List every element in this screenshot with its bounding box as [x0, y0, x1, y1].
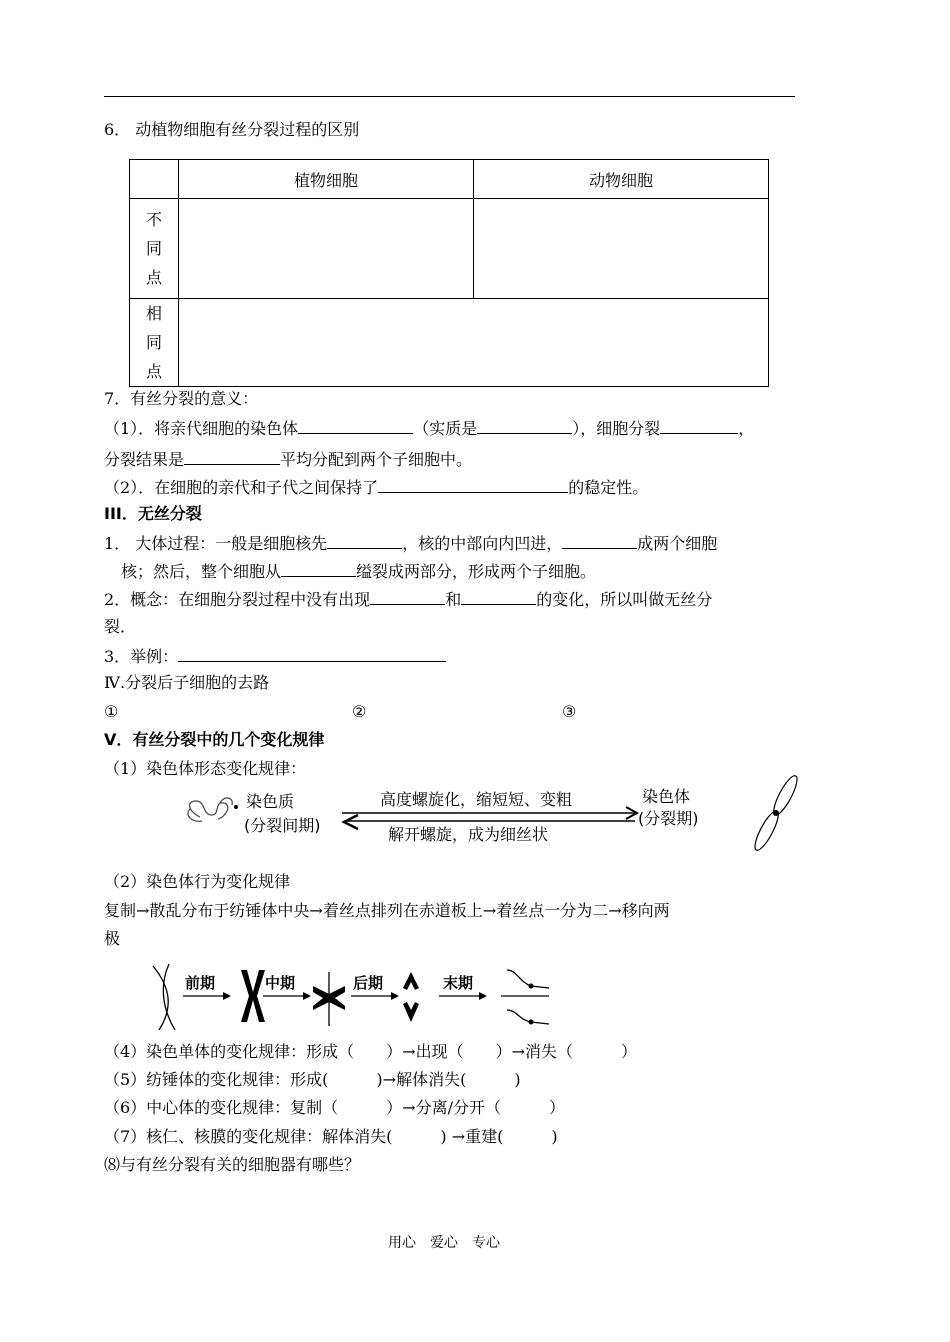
chromatin-chromosome-diagram	[180, 765, 800, 860]
cell-animal-diff[interactable]	[474, 199, 769, 299]
s3-line5: 3．举例：	[104, 645, 446, 667]
s5-p7: （7）核仁、核膜的变化规律：解体消失( ) →重建( )	[104, 1127, 558, 1146]
chromatin-label: 染色质	[246, 792, 295, 811]
chromosome-icon	[751, 773, 800, 853]
section-3-title: III．无丝分裂	[104, 504, 202, 523]
backward-label: 解开螺旋，成为细丝状	[388, 825, 549, 844]
anaphase-chromatids-icon	[403, 972, 419, 1022]
blank[interactable]	[370, 588, 445, 605]
interphase-label: (分裂间期)	[244, 816, 321, 835]
blank[interactable]	[378, 476, 568, 493]
chromosome-behavior-diagram	[145, 958, 565, 1038]
s4-choice-1: ①	[104, 702, 119, 721]
section-4-title: Ⅳ.分裂后子细胞的去路	[104, 673, 270, 692]
mitotic-label: (分裂期)	[638, 809, 699, 828]
telophase-chromosome-icon	[507, 970, 549, 988]
s5-p6: （6）中心体的变化规律：复制（ ）→分离/分开（ ）	[104, 1098, 565, 1117]
header-rule	[104, 96, 795, 97]
cell-plant-diff[interactable]	[179, 199, 474, 299]
forward-label: 高度螺旋化，缩短短、变粗	[380, 790, 573, 809]
chromatin-squiggle-icon	[188, 798, 232, 821]
row-label-diff: 不 同 点	[130, 199, 179, 299]
row-label-same: 相 同 点	[130, 299, 179, 387]
s5-p4: （4）染色单体的变化规律：形成（ ）→出现（ ）→消失（ ）	[104, 1042, 637, 1061]
blank[interactable]	[477, 417, 572, 434]
s5-seq2: 极	[104, 929, 121, 948]
condensed-chromosome-icon	[241, 970, 265, 1022]
s4-choice-3: ③	[562, 702, 577, 721]
s5-seq1: 复制→散乱分布于纺锤体中央→着丝点排列在赤道板上→着丝点一分为二→移向两	[104, 901, 670, 920]
s3-line3: 2．概念：在细胞分裂过程中没有出现 和 的变化，所以叫做无丝分	[104, 590, 713, 609]
blank[interactable]	[461, 588, 536, 605]
blank[interactable]	[178, 645, 446, 662]
section-5-title: Ⅴ．有丝分裂中的几个变化规律	[104, 730, 325, 749]
corner-cell	[130, 160, 179, 199]
blank[interactable]	[327, 532, 402, 549]
q7-title: 7．有丝分裂的意义：	[104, 389, 259, 408]
footer: 用心 爱心 专心	[388, 1235, 500, 1251]
s3-line1: 1． 大体过程：一般是细胞核先 ，核的中部向内凹进， 成两个细胞	[104, 534, 718, 553]
stage-label-metaphase: 中期	[265, 974, 296, 992]
q7-line1: （1）．将亲代细胞的染色体 （实质是 ），细胞分裂 ，	[104, 419, 755, 438]
q7-line3: （2）．在细胞的亲代和子代之间保持了 的稳定性。	[104, 478, 649, 497]
stage-label-anaphase: 后期	[353, 974, 384, 992]
prophase-chromosome-icon	[153, 964, 175, 1030]
s5-p2: （2）染色体行为变化规律	[104, 872, 291, 891]
blank[interactable]	[660, 417, 738, 434]
cell-same[interactable]	[179, 299, 769, 387]
s4-choice-2: ②	[352, 702, 367, 721]
chromosome-label: 染色体	[642, 787, 691, 806]
blank[interactable]	[281, 560, 356, 577]
stage-label-telophase: 末期	[443, 974, 474, 992]
stage-label-prophase: 前期	[185, 974, 216, 992]
s5-p8: ⑻与有丝分裂有关的细胞器有哪些？	[104, 1155, 361, 1174]
s5-p1: （1）染色体形态变化规律：	[104, 759, 307, 778]
comparison-table	[129, 159, 769, 387]
blank[interactable]	[562, 532, 637, 549]
q7-line2: 分裂结果是 平均分配到两个子细胞中。	[104, 450, 473, 469]
s3-line4: 裂．	[104, 617, 137, 636]
header-animal: 动物细胞	[474, 160, 769, 199]
s3-line2: 核；然后，整个细胞从 缢裂成两部分，形成两个子细胞。	[121, 562, 597, 581]
blank[interactable]	[298, 417, 413, 434]
blank[interactable]	[184, 448, 280, 465]
s5-p5: （5）纺锤体的变化规律：形成( )→解体消失( )	[104, 1070, 521, 1089]
q6-title: 6． 动植物细胞有丝分裂过程的区别	[104, 120, 360, 139]
header-plant: 植物细胞	[179, 160, 474, 199]
